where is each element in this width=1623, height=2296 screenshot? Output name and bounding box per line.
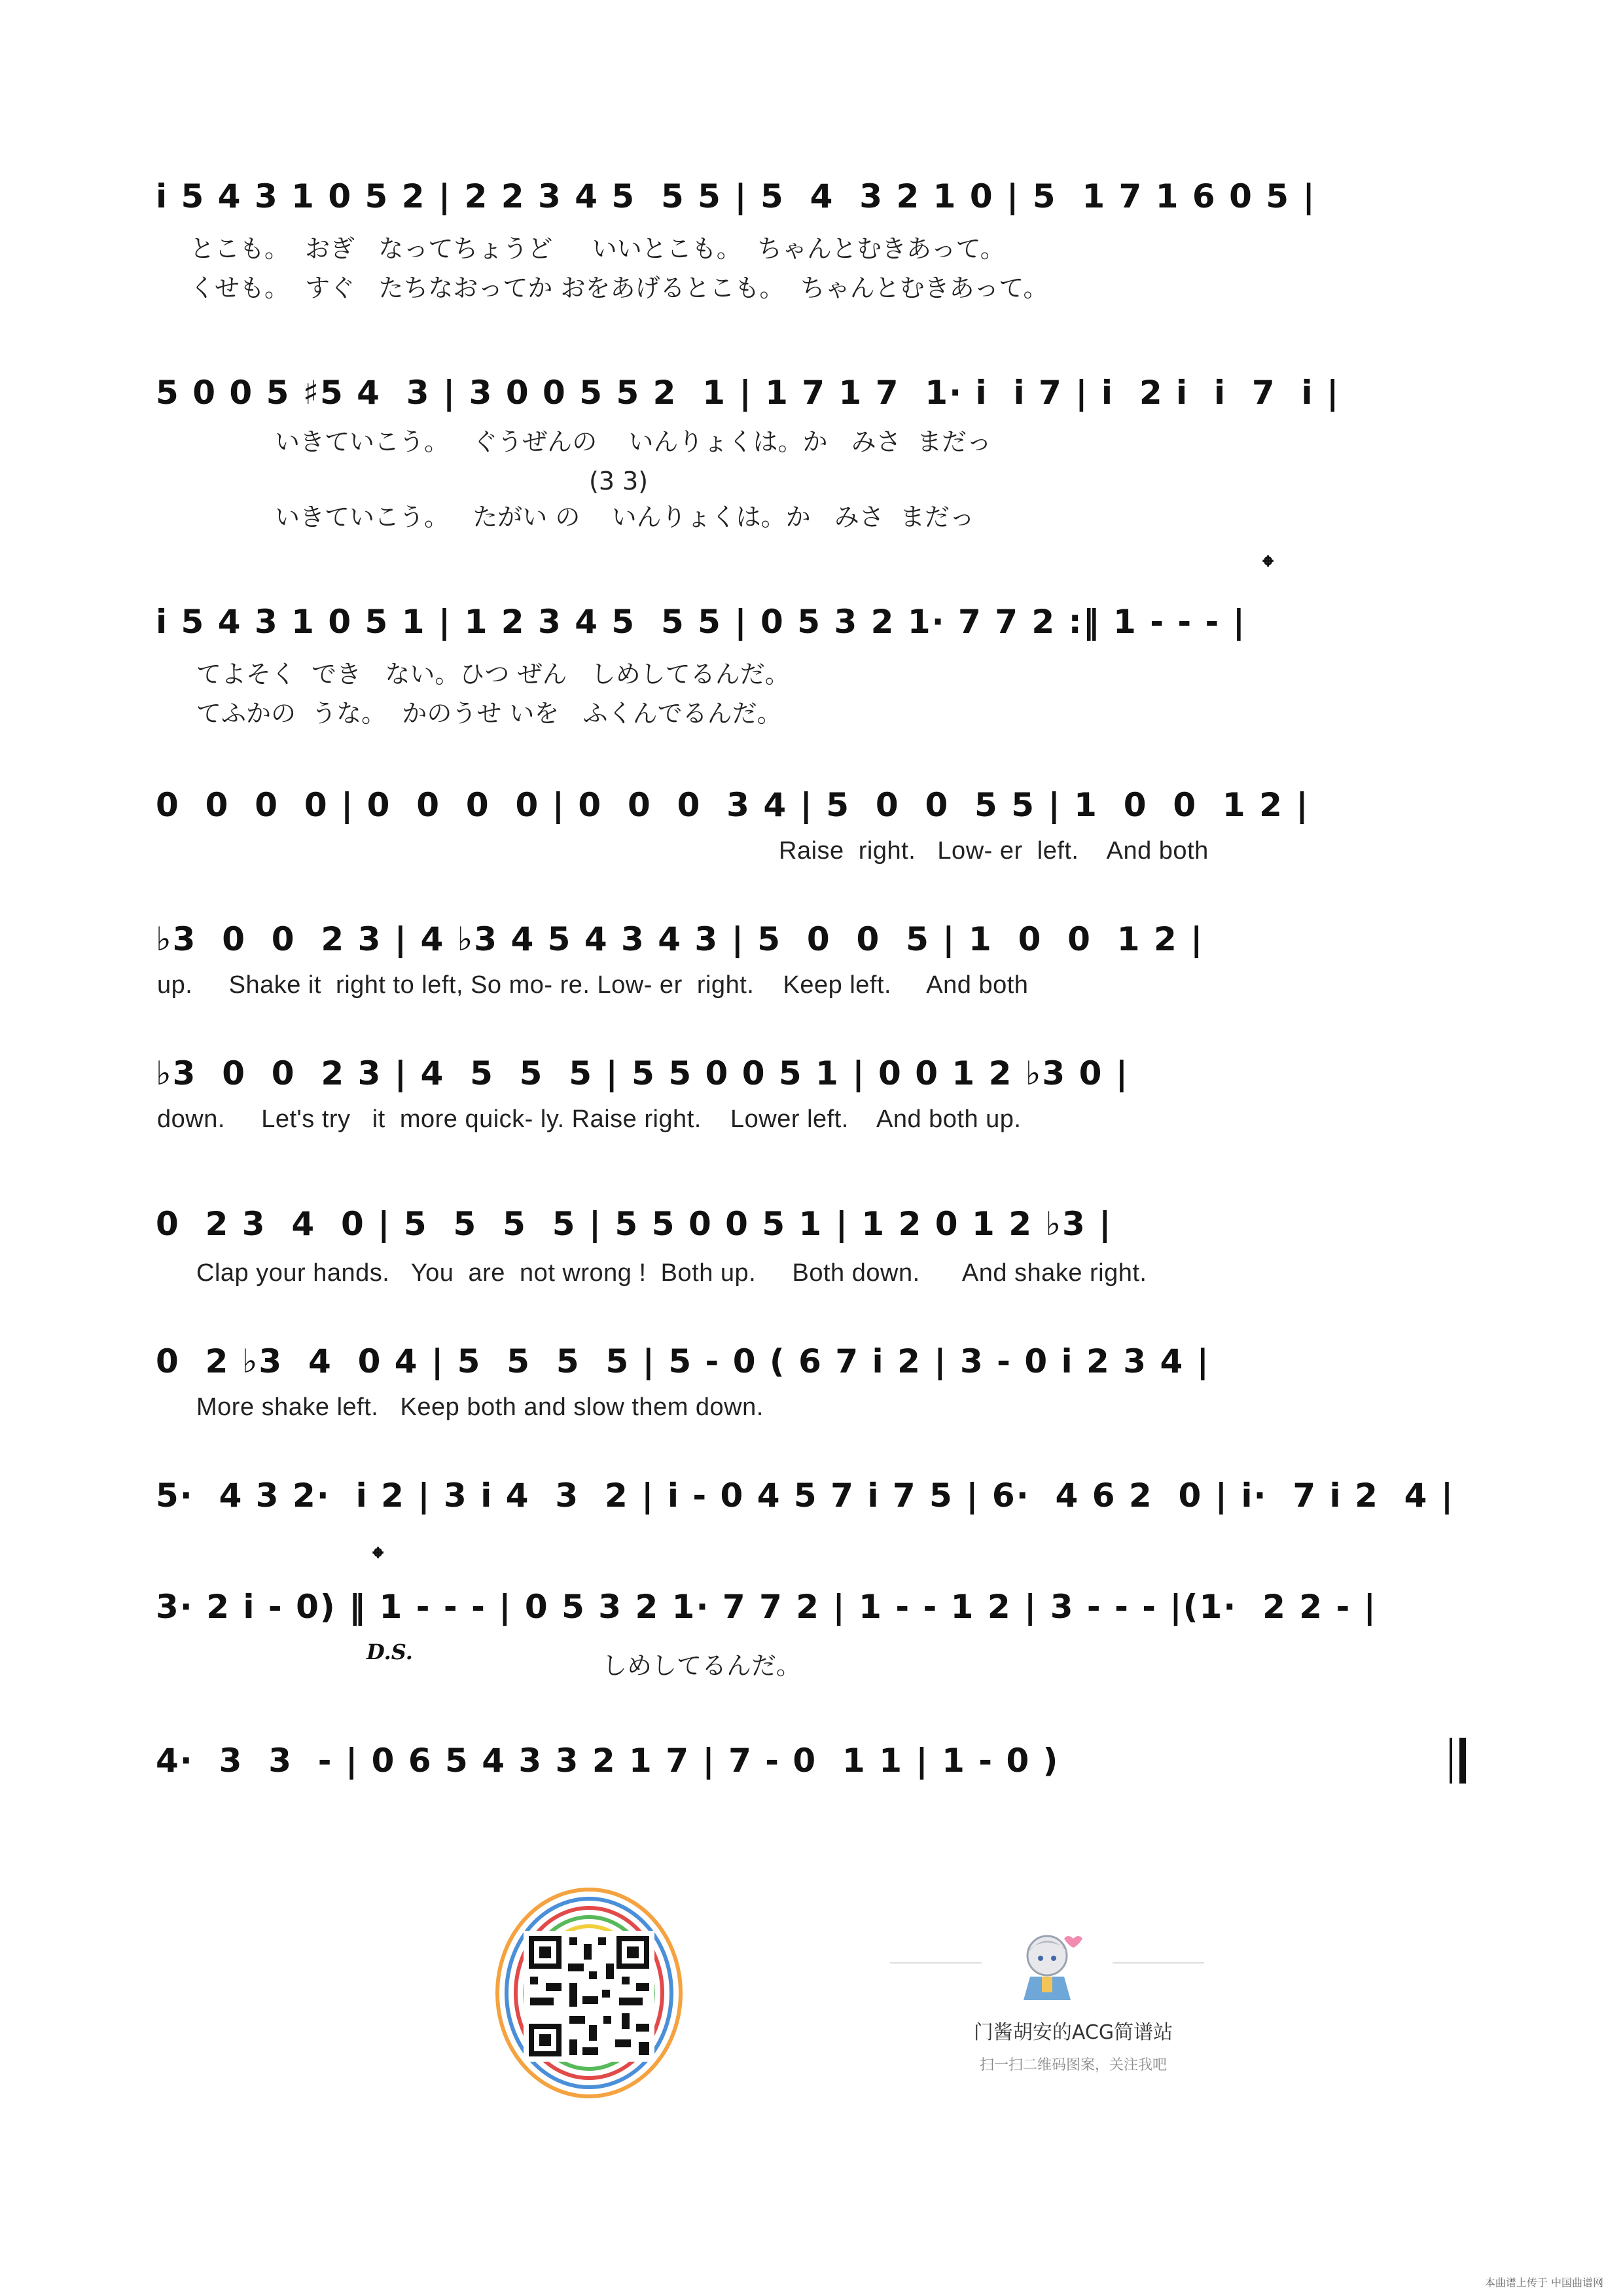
lyric-row-5: up. Shake it right to left, So mo- re. Low- er right. Keep left. And both [157, 971, 1029, 999]
brand-name: 门酱胡安的ACG简谱站 [973, 2021, 1173, 2044]
coda-mark-bottom: 𝄌 [373, 1541, 383, 1575]
notation-row-3: i̇ 5 4 3 1 0 5 1 | 1 2 3 4 5 5 5 | 0 5 3 2 1· 7 7 2 :‖ 1 - - - | [156, 603, 1246, 641]
notation-row-2: 5 0 0 5 ♯5 4 3 | 3 0 0 5 5 2 1 | 1 7 1 7 1· i̇ i̇ 7 | i̇ 2 i̇ i̇ 7 i̇ | [156, 374, 1340, 412]
final-barline [1459, 1738, 1466, 1784]
lyric-row-7: Clap your hands. You are not wrong ! Both up. Both down. And shake right. [196, 1259, 1147, 1287]
lyric-row-10: しめしてるんだ。 [602, 1651, 802, 1680]
notation-row-11: 4· 3 3 - | 0 6 5 4 3 3 2 1 7 | 7 - 0 1 1 | 1 - 0 ) [156, 1742, 1060, 1780]
notation-row-1: i̇ 5 4 3 1 0 5 2 | 2 2 3 4 5 5 5 | 5 4 3 2 1 0 | 5 1 7 1 6 0 5 | [156, 177, 1316, 215]
lyric-row-4: Raise right. Low- er left. And both [779, 837, 1209, 865]
notation-row-4: 0 0 0 0 | 0 0 0 0 | 0 0 0 3 4 | 5 0 0 5 5 | 1 0 0 1 2 | [156, 786, 1310, 824]
footer-brand [890, 2016, 1257, 2074]
notation-row-7: 0 2 3 4 0 | 5 5 5 5 | 5 5 0 0 5 1 | 1 2 0 1 2 ♭3 | [156, 1205, 1113, 1243]
lyric-row-3a: てよそく でき ない。ひつ ぜん しめしてるんだ。 [196, 660, 790, 689]
lyric-row-2a: いきていこう。 ぐうぜんの いんりょくは。か みさ まだっ [275, 427, 991, 456]
lyric-row-8: More shake left. Keep both and slow them down. [196, 1393, 764, 1421]
notation-row-10: 3· 2 i̇ - 0) ‖ 1 - - - | 0 5 3 2 1· 7 7 2 | 1 - - 1 2 | 3 - - - |(1· 2 2 - | [156, 1588, 1377, 1626]
mascot-avatar [1008, 1924, 1093, 2003]
ds-mark: D.S. [366, 1640, 413, 1664]
lyric-row-6: down. Let's try it more quick- ly. Raise right. Lower left. And both up. [157, 1105, 1022, 1133]
notation-row-8: 0 2 ♭3 4 0 4 | 5 5 5 5 | 5 - 0 ( 6 7 i̇ 2 | 3 - 0 i̇ 2 3 4 | [156, 1342, 1210, 1380]
lyric-row-1a: とこも。 おぎ なってちょうど いいとこも。 ちゃんとむきあって。 [190, 234, 1005, 263]
upload-source-note: 本曲谱上传于 中国曲谱网 [1484, 2276, 1603, 2289]
final-barline-thin [1450, 1738, 1452, 1784]
brand-tip: 扫一扫二维码图案，关注我吧 [979, 2057, 1167, 2073]
notation-row-9: 5· 4 3 2· i̇ 2 | 3 i̇ 4 3 2 | i̇ - 0 4 5 7 i̇ 7 5 | 6· 4 6 2 0 | i̇· 7 i̇ 2 4 | [156, 1477, 1455, 1515]
footer-rule-left [890, 1962, 982, 1964]
lyric-row-3b: てふかの うな。 かのうせ いを ふくんでるんだ。 [196, 699, 782, 728]
lyric-row-2c: いきていこう。 たがい の いんりょくは。か みさ まだっ [275, 503, 975, 531]
notation-row-6: ♭3 0 0 2 3 | 4 5 5 5 | 5 5 0 0 5 1 | 0 0 1 2 ♭3 0 | [156, 1054, 1130, 1092]
qr-code [491, 1885, 687, 2101]
lyric-row-1b: くせも。 すぐ たちなおってか おをあげるとこも。 ちゃんとむきあって。 [190, 274, 1048, 302]
footer-rule-right [1113, 1962, 1204, 1964]
coda-mark-top: 𝄌 [1263, 550, 1274, 583]
notation-row-5: ♭3 0 0 2 3 | 4 ♭3 4 5 4 3 4 3 | 5 0 0 5 | 1 0 0 1 2 | [156, 920, 1204, 958]
lyric-row-2b: (3 3) [589, 467, 649, 495]
